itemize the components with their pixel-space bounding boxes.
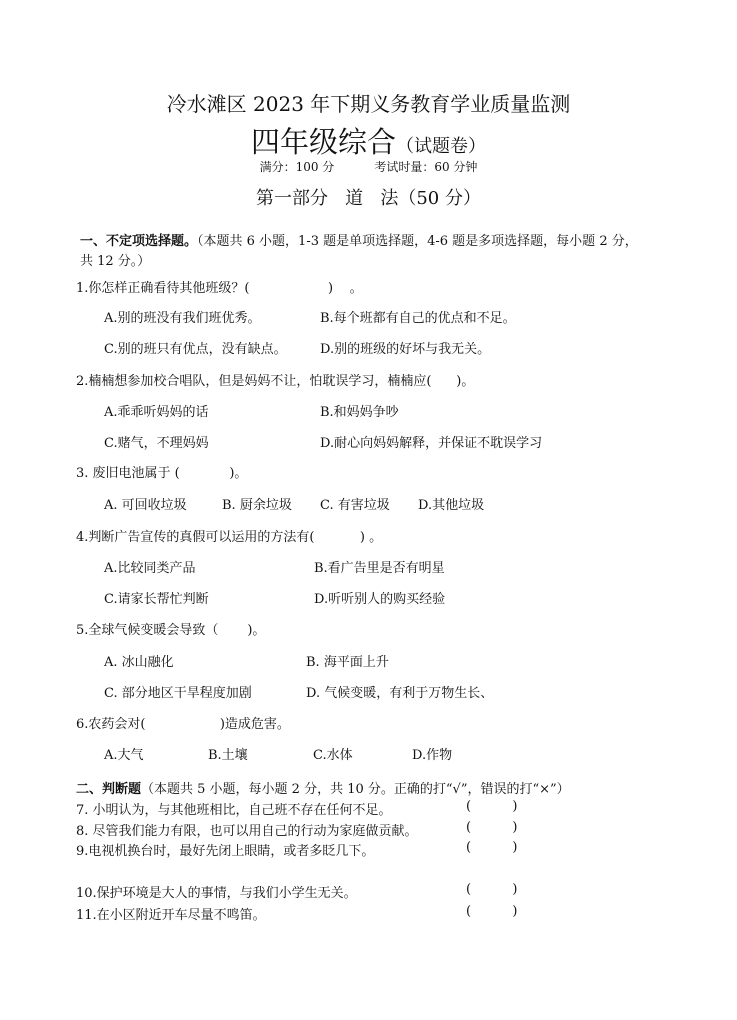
exam-title: 冷水滩区 2023 年下期义务教育学业质量监测: [166, 92, 571, 116]
subtitle-small: （试题卷）: [396, 136, 486, 157]
section1-line1: [80, 230, 638, 249]
judgement-7-text: 7. 小明认为，与其他班相比，自己班不存在任何不足。: [76, 803, 392, 818]
q1-option-a: A.别的班没有我们班优秀。: [104, 311, 261, 326]
question-6-stem: 6.农药会对( )造成危害。: [76, 717, 290, 732]
q4-option-d: D.听听别人的购买经验: [314, 592, 446, 607]
q3-option-c: C. 有害垃圾: [320, 498, 390, 513]
section2-line: [76, 778, 570, 797]
question-1-stem: 1.你怎样正确看待其他班级？( ) 。: [76, 281, 363, 296]
q3-option-d: D.其他垃圾: [418, 498, 485, 513]
section2-heading: 二、判断题: [76, 782, 142, 797]
q6-option-d: D.作物: [412, 748, 453, 763]
section1-desc-line2: 共 12 分。）: [80, 254, 151, 269]
section1-heading: 一、不定项选择题。: [80, 234, 198, 249]
q5-option-b: B. 海平面上升: [306, 655, 389, 670]
judgement-7-answer: ( ): [466, 799, 518, 814]
q3-option-b: B. 厨余垃圾: [222, 498, 292, 513]
full-score: 满分：100 分: [259, 160, 335, 174]
q5-option-a: A. 冰山融化: [104, 655, 174, 670]
q2-option-b: B.和妈妈争吵: [320, 405, 399, 420]
judgement-9-text: 9.电视机换台时，最好先闭上眼睛，或者多眨几下。: [76, 844, 375, 859]
q5-option-c: C. 部分地区干旱程度加剧: [104, 686, 252, 701]
judgement-11-text: 11.在小区附近开车尽量不鸣笛。: [76, 908, 266, 923]
section1-desc-line1: （本题共 6 小题，1-3 题是单项选择题，4-6 题是多项选择题，每小题 2 分，: [197, 234, 638, 249]
question-4-stem: 4.判断广告宣传的真假可以运用的方法有( ) 。: [76, 530, 383, 545]
q6-option-a: A.大气: [104, 748, 144, 763]
question-3-stem: 3. 废旧电池属于 ( )。: [76, 466, 248, 481]
q1-option-d: D.别的班级的好坏与我无关。: [320, 342, 491, 357]
question-2-stem: 2.楠楠想参加校合唱队，但是妈妈不让，怕耽误学习，楠楠应( )。: [76, 374, 475, 389]
q4-option-a: A.比较同类产品: [104, 561, 196, 576]
judgement-10-text: 10.保护环境是大人的事情，与我们小学生无关。: [76, 886, 357, 901]
judgement-11-answer: ( ): [466, 904, 518, 919]
q1-option-b: B.每个班都有自己的优点和不足。: [320, 311, 516, 326]
exam-meta: [0, 158, 737, 175]
subtitle-main: 四年级综合: [250, 125, 396, 159]
judgement-8-text: 8. 尽管我们能力有限，也可以用自己的行动为家庭做贡献。: [76, 824, 418, 839]
question-5-stem: 5.全球气候变暖会导致（ )。: [76, 623, 266, 638]
q4-option-c: C.请家长帮忙判断: [104, 592, 209, 607]
q5-option-d: D. 气候变暖，有利于万物生长、: [306, 686, 494, 701]
part-title: 第一部分 道 法（50 分）: [256, 188, 481, 209]
q3-option-a: A. 可回收垃圾: [104, 498, 187, 513]
q1-option-c: C.别的班只有优点，没有缺点。: [104, 342, 287, 357]
exam-subtitle: [0, 120, 737, 161]
exam-time: 考试时量：60 分钟: [374, 160, 478, 174]
q6-option-b: B.土壤: [208, 748, 248, 763]
q2-option-a: A.乖乖听妈妈的话: [104, 405, 209, 420]
q4-option-b: B.看广告里是否有明星: [314, 561, 445, 576]
judgement-10-answer: ( ): [466, 882, 518, 897]
section2-desc: （本题共 5 小题，每小题 2 分，共 10 分。正确的打“√”，错误的打“×”）: [141, 782, 570, 797]
q2-option-c: C.赌气，不理妈妈: [104, 436, 209, 451]
q6-option-c: C.水体: [313, 748, 353, 763]
judgement-8-answer: ( ): [466, 820, 518, 835]
q2-option-d: D.耐心向妈妈解释，并保证不耽误学习: [320, 436, 543, 451]
judgement-9-answer: ( ): [466, 840, 518, 855]
